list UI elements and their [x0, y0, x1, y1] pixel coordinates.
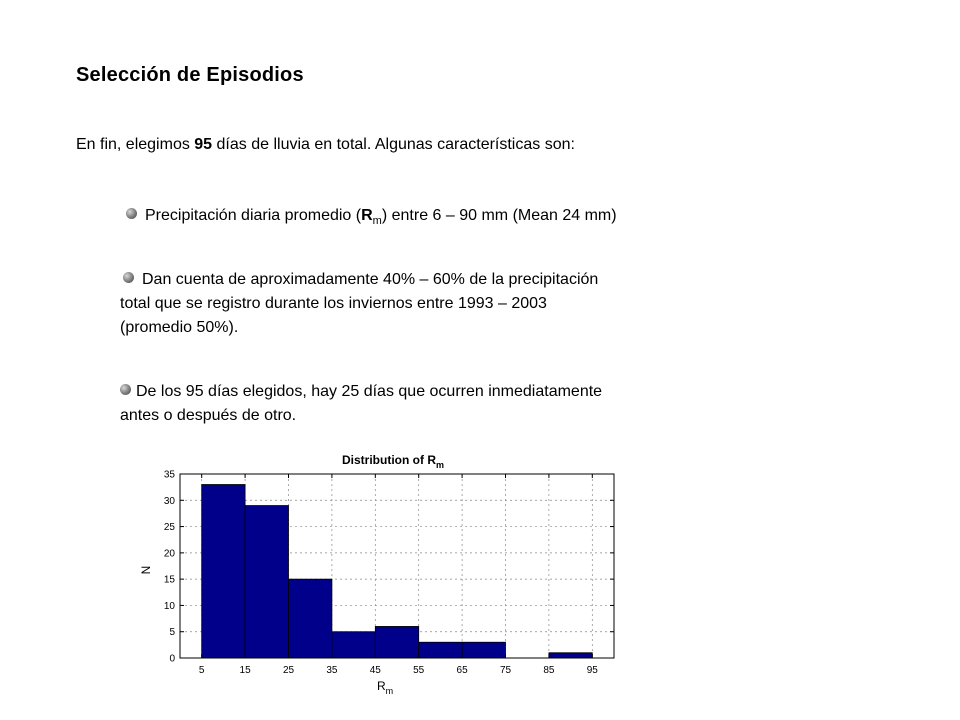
intro-text — [76, 136, 575, 154]
x-tick-label: 55 — [413, 665, 425, 676]
intro-before: En fin, elegimos — [76, 136, 195, 153]
bullet-1-r: R — [361, 207, 373, 224]
histogram-bar — [375, 626, 418, 658]
bullet-dot-icon — [123, 272, 134, 283]
bullet-2-line1: Dan cuenta de aproximadamente 40% – 60% de la precipitación — [142, 271, 599, 288]
histogram-bar — [202, 485, 245, 658]
x-tick-label: 25 — [282, 665, 295, 676]
y-tick-label: 10 — [163, 600, 175, 612]
x-tick-label: 95 — [586, 665, 598, 676]
y-tick-label: 35 — [163, 469, 175, 481]
histogram-bar — [332, 632, 375, 658]
histogram-bar — [462, 642, 505, 658]
y-axis-label: N — [139, 565, 153, 575]
chart-title-text: Distribution of R — [342, 453, 436, 467]
page-title: Selección de Episodios — [76, 64, 304, 86]
y-tick-label: 0 — [169, 653, 175, 665]
bullet-3-line1: De los 95 días elegidos, hay 25 días que ocurren inmediatamente — [136, 383, 603, 400]
x-axis-label-text: R — [377, 679, 386, 693]
histogram-bar — [289, 579, 332, 658]
chart-bars — [202, 485, 593, 658]
bullet-2-line2: total que se registro durante los inviernos entre 1993 – 2003 — [120, 295, 547, 312]
bullet-dot-icon — [120, 384, 131, 395]
chart-title — [342, 453, 444, 470]
bullet-precipitation — [126, 204, 617, 233]
x-tick-label: 35 — [326, 665, 338, 676]
bullet-1-after: ) entre 6 – 90 mm (Mean 24 mm) — [381, 207, 617, 224]
bullet-3-line2: antes o después de otro. — [120, 407, 297, 424]
bullet-1-before: Precipitación diaria promedio ( — [145, 207, 362, 224]
x-axis-label — [377, 679, 393, 696]
y-tick-label: 5 — [169, 627, 175, 639]
bullet-percentage — [120, 268, 720, 340]
y-tick-label: 15 — [163, 574, 175, 586]
bullet-1-sub: m — [372, 215, 382, 228]
histogram-chart — [130, 448, 630, 698]
y-tick-label: 20 — [163, 548, 175, 560]
x-tick-label: 85 — [543, 665, 555, 676]
intro-bold-count: 95 — [194, 136, 213, 153]
intro-after: días de lluvia en total. Algunas características son: — [212, 136, 575, 153]
x-tick-label: 65 — [456, 665, 468, 676]
y-tick-label: 30 — [163, 495, 175, 507]
x-axis-label-sub: m — [385, 686, 394, 696]
histogram-bar — [549, 653, 592, 658]
bullet-2-line3: (promedio 50%). — [120, 319, 239, 336]
bullet-dot-icon — [126, 208, 137, 219]
x-tick-label: 45 — [369, 665, 381, 676]
histogram-bar — [419, 642, 462, 658]
histogram-bar — [245, 506, 288, 658]
x-tick-label: 75 — [499, 665, 512, 676]
bullet-consecutive-days — [120, 380, 720, 428]
x-tick-label: 5 — [198, 665, 205, 676]
y-tick-label: 25 — [163, 522, 175, 534]
chart-title-sub: m — [435, 460, 444, 470]
x-tick-label: 15 — [239, 665, 251, 676]
